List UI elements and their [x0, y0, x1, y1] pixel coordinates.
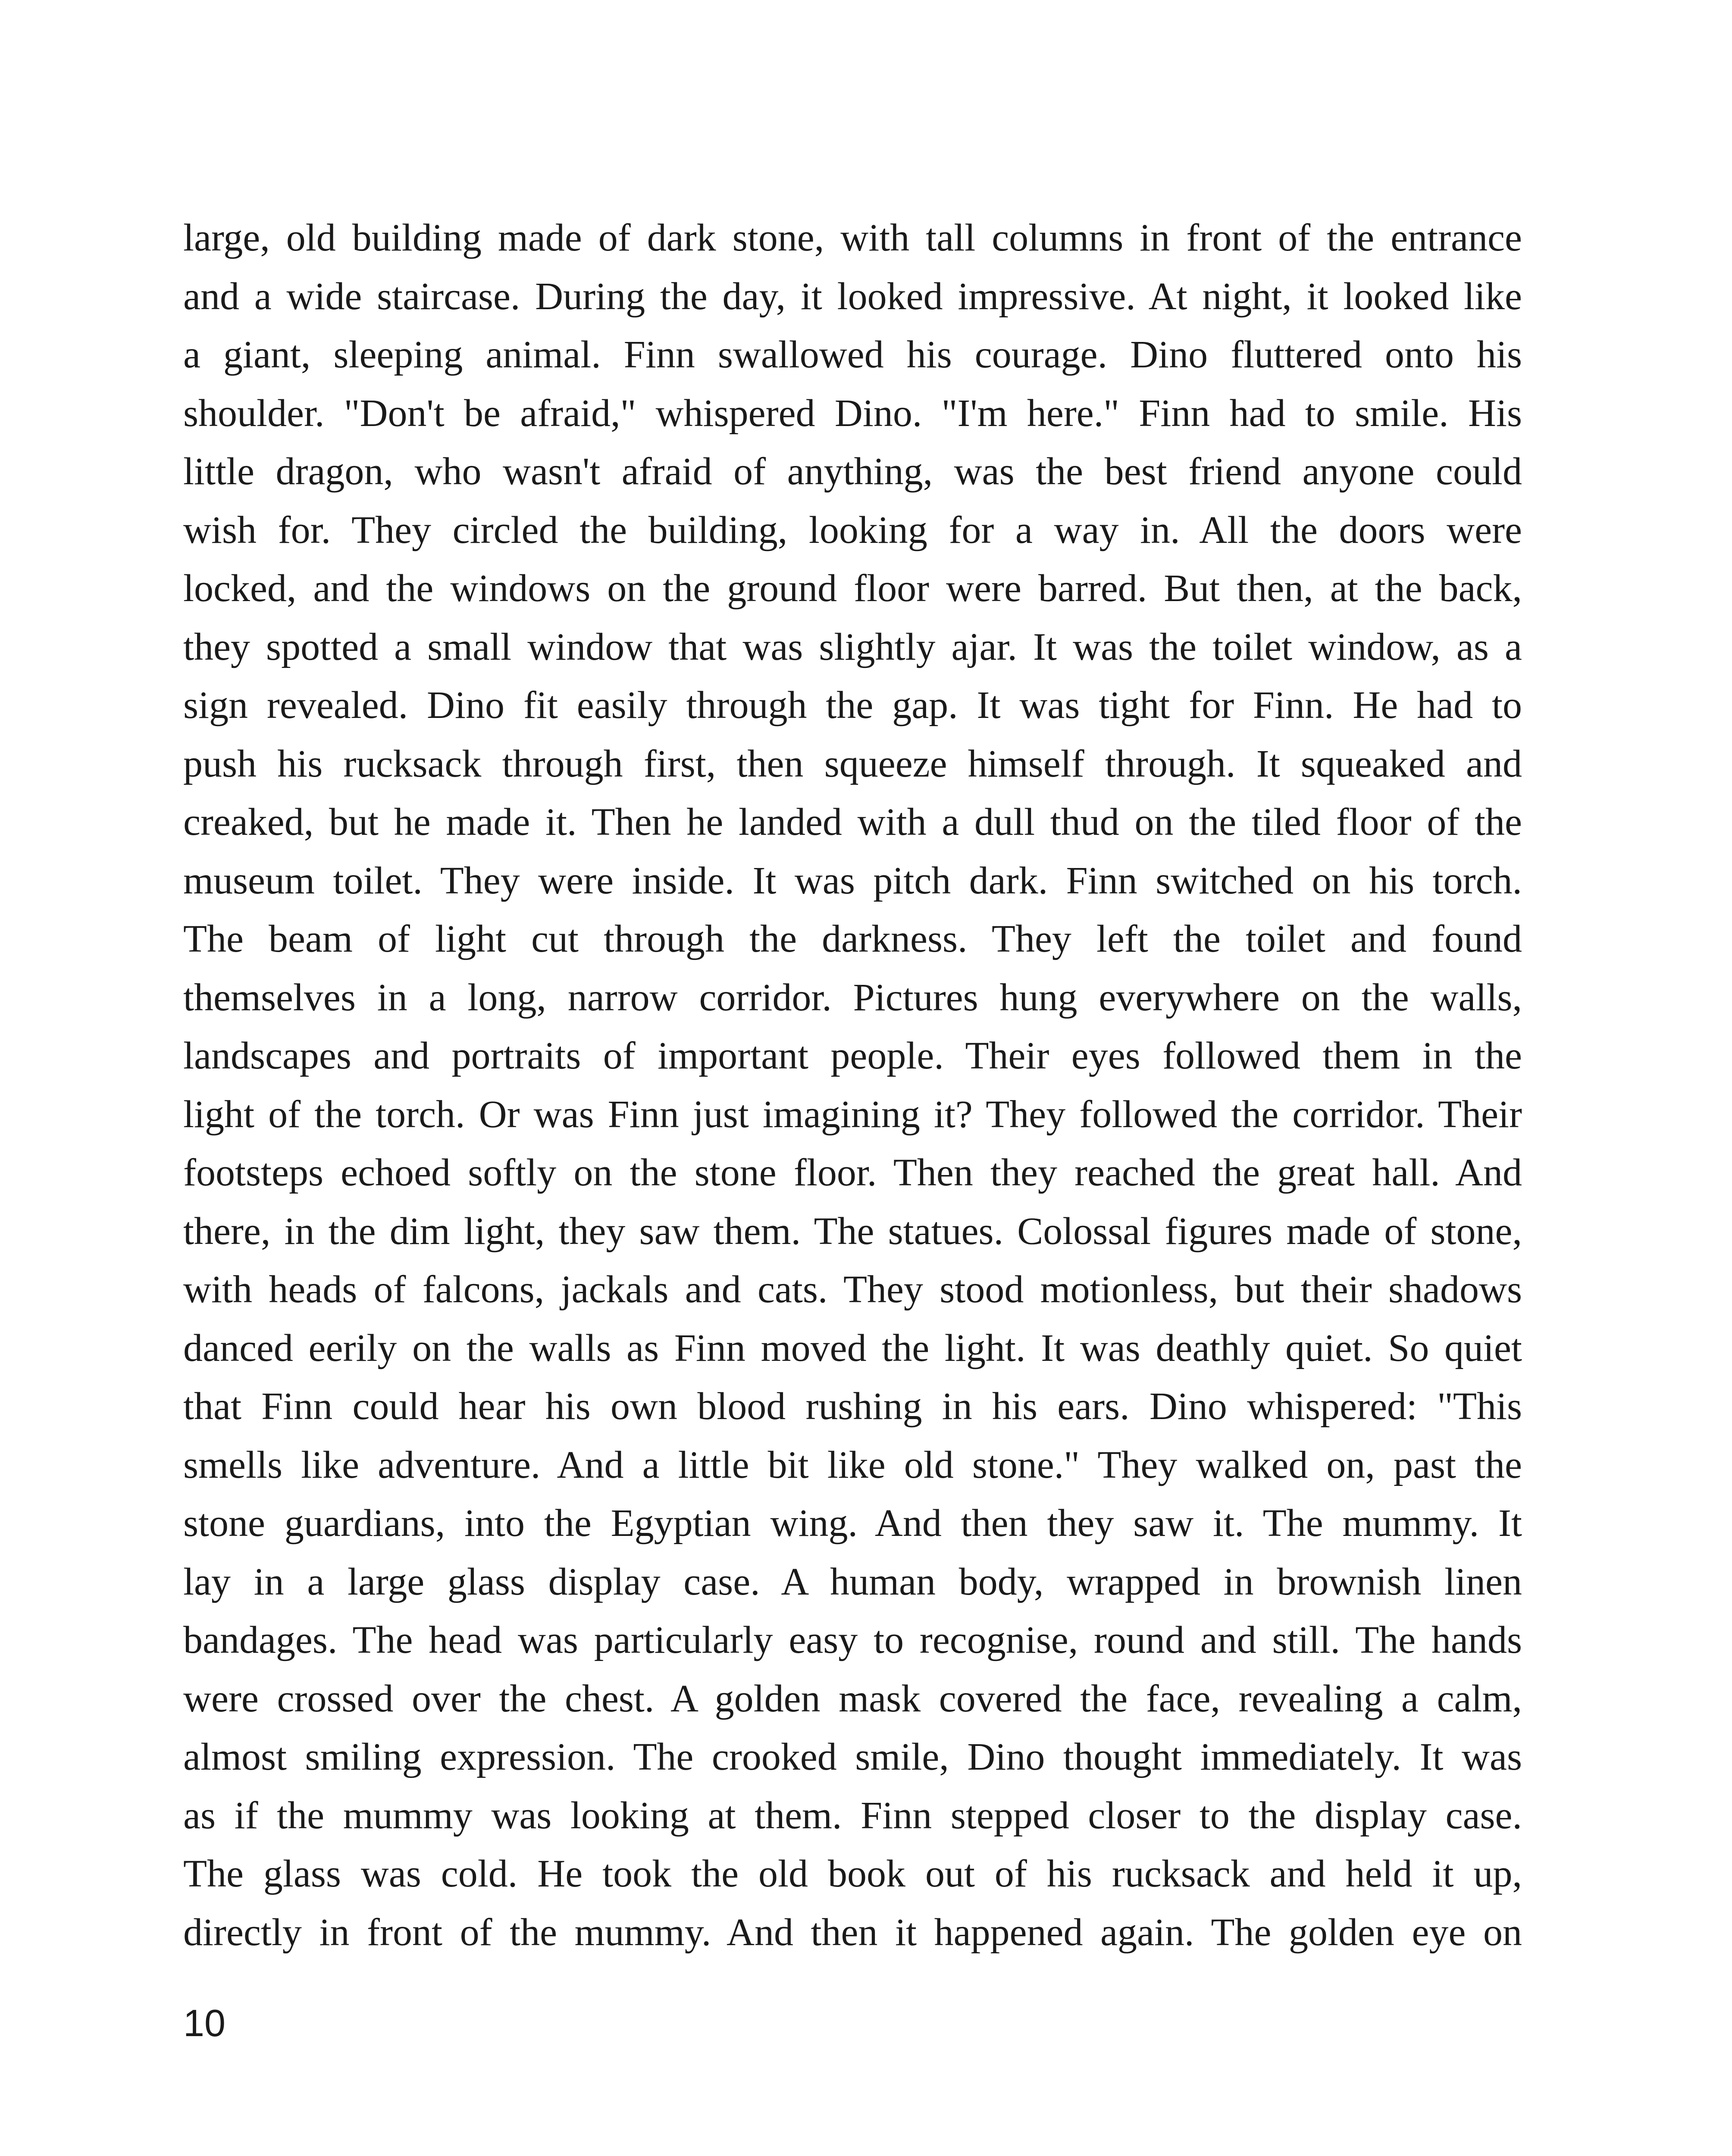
page-number: 10	[183, 2002, 226, 2044]
text-line: there, in the dim light, they saw them. The statues. Colossal figures made of stone,	[183, 1210, 1522, 1253]
text-line: lay in a large glass display case. A human body, wrapped in brownish linen	[183, 1560, 1522, 1603]
text-line: themselves in a long, narrow corridor. Pictures hung everywhere on the walls,	[183, 976, 1522, 1019]
text-line: they spotted a small window that was slightly ajar. It was the toilet window, as a	[183, 625, 1522, 668]
text-line: with heads of falcons, jackals and cats. They stood motionless, but their shadows	[183, 1268, 1522, 1311]
text-line: a giant, sleeping animal. Finn swallowed his courage. Dino fluttered onto his	[183, 333, 1522, 376]
text-line: stone guardians, into the Egyptian wing. And then they saw it. The mummy. It	[183, 1502, 1522, 1545]
text-line: smells like adventure. And a little bit like old stone." They walked on, past the	[183, 1443, 1522, 1486]
text-line: creaked, but he made it. Then he landed with a dull thud on the tiled floor of the	[183, 801, 1522, 843]
text-line: and a wide staircase. During the day, it looked impressive. At night, it looked like	[183, 275, 1522, 318]
text-line: sign revealed. Dino fit easily through the gap. It was tight for Finn. He had to	[183, 684, 1522, 727]
text-line: directly in front of the mummy. And then it happened again. The golden eye on	[183, 1911, 1522, 1954]
text-line: bandages. The head was particularly easy to recognise, round and still. The hands	[183, 1619, 1522, 1661]
text-line: museum toilet. They were inside. It was pitch dark. Finn switched on his torch.	[183, 859, 1522, 902]
text-line: landscapes and portraits of important people. Their eyes followed them in the	[183, 1034, 1522, 1077]
text-line: large, old building made of dark stone, with tall columns in front of the entrance	[183, 216, 1522, 259]
text-line: push his rucksack through first, then squeeze himself through. It squeaked and	[183, 742, 1522, 785]
text-line: almost smiling expression. The crooked smile, Dino thought immediately. It was	[183, 1736, 1522, 1778]
text-line: shoulder. "Don't be afraid," whispered Dino. "I'm here." Finn had to smile. His	[183, 392, 1522, 435]
text-line: light of the torch. Or was Finn just imagining it? They followed the corridor. Their	[183, 1093, 1522, 1136]
body-text	[183, 209, 1522, 1962]
text-line: locked, and the windows on the ground floor were barred. But then, at the back,	[183, 567, 1522, 610]
text-line: wish for. They circled the building, looking for a way in. All the doors were	[183, 508, 1522, 552]
text-line: The glass was cold. He took the old book out of his rucksack and held it up,	[183, 1852, 1522, 1895]
text-line: footsteps echoed softly on the stone floor. Then they reached the great hall. And	[183, 1151, 1522, 1194]
text-line: little dragon, who wasn't afraid of anything, was the best friend anyone could	[183, 450, 1522, 493]
text-line: were crossed over the chest. A golden mask covered the face, revealing a calm,	[183, 1677, 1522, 1720]
text-line: as if the mummy was looking at them. Finn stepped closer to the display case.	[183, 1794, 1522, 1837]
text-line: The beam of light cut through the darkness. They left the toilet and found	[183, 918, 1522, 960]
text-line: that Finn could hear his own blood rushing in his ears. Dino whispered: "This	[183, 1385, 1522, 1428]
text-line: danced eerily on the walls as Finn moved the light. It was deathly quiet. So quiet	[183, 1326, 1522, 1369]
